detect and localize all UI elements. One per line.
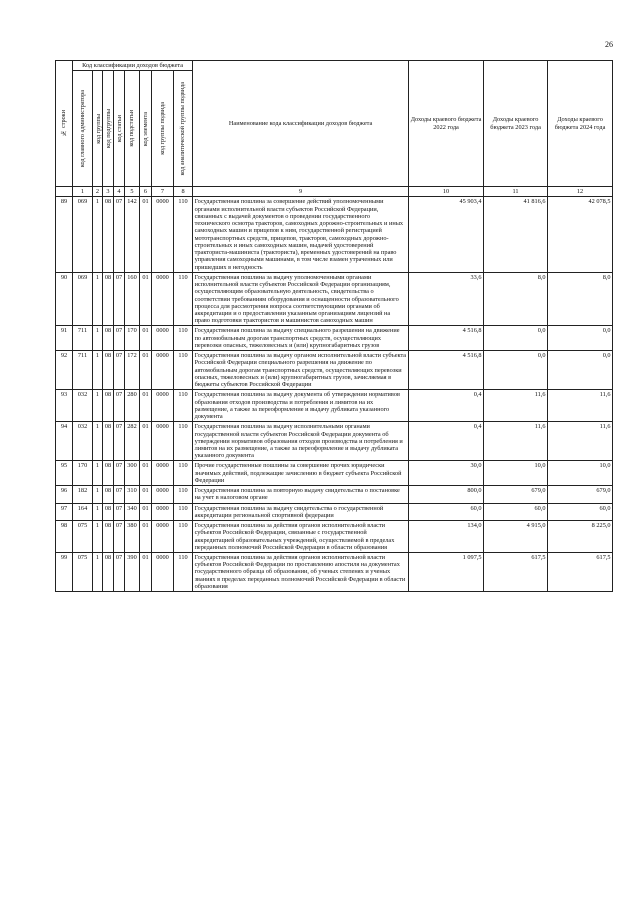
header-year-2023: Доходы краевого бюджета 2023 года: [484, 61, 548, 187]
table-row: [56, 197, 613, 272]
classification-code: 07: [114, 326, 125, 351]
classification-code: 110: [174, 521, 193, 553]
revenue-value-2022: 33,6: [409, 272, 484, 326]
classification-code: 110: [174, 503, 193, 520]
classification-code: 110: [174, 272, 193, 326]
revenue-value-2023: 60,0: [484, 503, 548, 520]
classification-code: 170: [125, 326, 140, 351]
classification-code: 07: [114, 553, 125, 592]
revenue-value-2023: 617,5: [484, 553, 548, 592]
revenue-value-2022: 134,0: [409, 521, 484, 553]
column-number: 11: [484, 187, 548, 197]
revenue-value-2023: 8,0: [484, 272, 548, 326]
classification-code: 01: [140, 272, 152, 326]
revenue-value-2024: 11,6: [548, 390, 613, 422]
classification-code: 07: [114, 351, 125, 390]
revenue-value-2023: 0,0: [484, 351, 548, 390]
revenue-value-2022: 4 516,8: [409, 326, 484, 351]
classification-code: 08: [103, 351, 114, 390]
classification-code: 01: [140, 486, 152, 503]
revenue-value-2024: 617,5: [548, 553, 613, 592]
revenue-name: Государственная пошлина за выдачу исполнительными органами государственной власти субъектов Российской Федерации документа об утверждении нормативов образования отходов производства и потребления и лимитов на их размещение, а также за переоформление и выдачу дубликата указанного документа: [193, 422, 409, 461]
column-number: 12: [548, 187, 613, 197]
revenue-value-2022: 60,0: [409, 503, 484, 520]
revenue-value-2023: 0,0: [484, 326, 548, 351]
revenue-value-2023: 4 915,0: [484, 521, 548, 553]
classification-code: 172: [125, 351, 140, 390]
classification-code: 110: [174, 351, 193, 390]
revenue-value-2022: 800,0: [409, 486, 484, 503]
classification-code: 032: [73, 390, 93, 422]
column-number: 10: [409, 187, 484, 197]
revenue-value-2022: 45 903,4: [409, 197, 484, 272]
classification-code: 1: [93, 326, 103, 351]
classification-code: 0000: [152, 272, 174, 326]
classification-code: 07: [114, 461, 125, 486]
classification-code: 170: [73, 461, 93, 486]
revenue-value-2022: 0,4: [409, 390, 484, 422]
column-number-row: [56, 187, 613, 197]
classification-code: 0000: [152, 197, 174, 272]
header-classification-col: код аналитической группы подвида: [174, 71, 193, 187]
classification-code: 110: [174, 197, 193, 272]
column-number: 8: [174, 187, 193, 197]
classification-code: 01: [140, 390, 152, 422]
classification-code: 08: [103, 422, 114, 461]
row-number: 98: [56, 521, 73, 553]
row-number: 94: [56, 422, 73, 461]
budget-revenue-table: [55, 60, 613, 592]
header-classification-col: код подгруппы: [103, 71, 114, 187]
classification-code: 01: [140, 461, 152, 486]
revenue-name: Государственная пошлина за выдачу уполномоченными органами исполнительной власти субъектов Российской Федерации организациям, осуществляющим образовательную деятельность, свидетельства о соответствии требованиям оборудования и оснащенности образовательного процесса для рассмотрения вопроса соответствующими органами об аккредитации и о предоставлении указанным организациям лицензий на право подготовки трактористов и машинистов самоходных машин: [193, 272, 409, 326]
classification-code: 0000: [152, 503, 174, 520]
revenue-value-2024: 8 225,0: [548, 521, 613, 553]
classification-code: 08: [103, 272, 114, 326]
classification-code: 01: [140, 521, 152, 553]
classification-code: 01: [140, 553, 152, 592]
classification-code: 08: [103, 521, 114, 553]
revenue-name: Государственная пошлина за выдачу документа об утверждении нормативов образования отходов производства и потребления и лимитов на их размещение, а также за переоформление и выдачу дубликата указанного документа: [193, 390, 409, 422]
revenue-value-2024: 42 078,5: [548, 197, 613, 272]
column-number: 1: [73, 187, 93, 197]
classification-code: 075: [73, 553, 93, 592]
classification-code: 300: [125, 461, 140, 486]
classification-code: 01: [140, 197, 152, 272]
revenue-value-2024: 11,6: [548, 422, 613, 461]
classification-code: 1: [93, 422, 103, 461]
classification-code: 110: [174, 553, 193, 592]
revenue-value-2024: 8,0: [548, 272, 613, 326]
table-body: [56, 197, 613, 592]
table-row: [56, 553, 613, 592]
classification-code: 032: [73, 422, 93, 461]
table-row: [56, 521, 613, 553]
classification-code: 340: [125, 503, 140, 520]
classification-code: 280: [125, 390, 140, 422]
classification-code: 01: [140, 422, 152, 461]
classification-code: 182: [73, 486, 93, 503]
classification-code: 08: [103, 197, 114, 272]
revenue-value-2023: 11,6: [484, 390, 548, 422]
classification-code: 0000: [152, 351, 174, 390]
revenue-name: Государственная пошлина за совершение действий уполномоченными органами исполнительной власти субъектов Российской Федерации, связанных с выдачей документов о проведении государственного технического осмотра тракторов, самоходных дорожно-строительных и иных самоходных машин и прицепов к ним, государственной регистрацией мототранспортных средств, прицепов, тракторов, самоходных дорожно-строительных и иных самоходных машин, выдачей удостоверений тракториста-машиниста (тракториста), временных удостоверений на право управления самоходными машинами, в том числе взамен утраченных или пришедших в негодность: [193, 197, 409, 272]
classification-code: 1: [93, 461, 103, 486]
classification-code: 08: [103, 553, 114, 592]
classification-code: 075: [73, 521, 93, 553]
classification-code: 142: [125, 197, 140, 272]
classification-code: 1: [93, 553, 103, 592]
row-number: 91: [56, 326, 73, 351]
revenue-value-2022: 30,0: [409, 461, 484, 486]
classification-code: 711: [73, 351, 93, 390]
classification-code: 110: [174, 486, 193, 503]
revenue-value-2024: 0,0: [548, 351, 613, 390]
classification-code: 0000: [152, 461, 174, 486]
column-number: 4: [114, 187, 125, 197]
revenue-value-2023: 11,6: [484, 422, 548, 461]
header-classification-col: код главного администратора: [73, 71, 93, 187]
header-classification-col: код элемента: [140, 71, 152, 187]
classification-code: 164: [73, 503, 93, 520]
row-number: 99: [56, 553, 73, 592]
revenue-value-2023: 679,0: [484, 486, 548, 503]
header-classification-col: код статьи: [114, 71, 125, 187]
row-number: 89: [56, 197, 73, 272]
row-number: 97: [56, 503, 73, 520]
column-number: 7: [152, 187, 174, 197]
classification-code: 160: [125, 272, 140, 326]
revenue-value-2023: 10,0: [484, 461, 548, 486]
revenue-value-2024: 679,0: [548, 486, 613, 503]
header-year-2024: Доходы краевого бюджета 2024 года: [548, 61, 613, 187]
revenue-value-2024: 10,0: [548, 461, 613, 486]
classification-code: 1: [93, 503, 103, 520]
row-number: 90: [56, 272, 73, 326]
table-header: [56, 61, 613, 197]
row-number: 93: [56, 390, 73, 422]
header-classification-group: Код классификации доходов бюджета: [73, 61, 193, 71]
classification-code: 07: [114, 422, 125, 461]
classification-code: 390: [125, 553, 140, 592]
revenue-name: Прочие государственные пошлины за совершение прочих юридически значимых действий, подлежащие зачислению в бюджет субъекта Российской Федерации: [193, 461, 409, 486]
classification-code: 08: [103, 486, 114, 503]
classification-code: 0000: [152, 521, 174, 553]
table-row: [56, 461, 613, 486]
classification-code: 01: [140, 326, 152, 351]
revenue-value-2022: 0,4: [409, 422, 484, 461]
column-number: 5: [125, 187, 140, 197]
classification-code: 01: [140, 503, 152, 520]
classification-code: 380: [125, 521, 140, 553]
revenue-name: Государственная пошлина за действия органов исполнительной власти субъектов Российской Федерации, связанные с государственной аккредитацией образовательных учреждений, осуществляемой в пределах переданных полномочий Российской Федерации в области образования: [193, 521, 409, 553]
column-number: 2: [93, 187, 103, 197]
classification-code: 110: [174, 422, 193, 461]
column-number: 6: [140, 187, 152, 197]
classification-code: 07: [114, 272, 125, 326]
table-row: [56, 390, 613, 422]
revenue-value-2022: 1 097,5: [409, 553, 484, 592]
header-classification-col: код группы подвида: [152, 71, 174, 187]
table-row: [56, 503, 613, 520]
revenue-name: Государственная пошлина за действия органов исполнительной власти субъектов Российской Федерации по проставлению апостиля на документах государственного образца об образовании, об ученых степенях и ученых званиях в пределах переданных полномочий Российской Федерации в области образования: [193, 553, 409, 592]
header-year-2022: Доходы краевого бюджета 2022 года: [409, 61, 484, 187]
classification-code: 282: [125, 422, 140, 461]
classification-code: 08: [103, 390, 114, 422]
revenue-value-2023: 41 816,6: [484, 197, 548, 272]
classification-code: 01: [140, 351, 152, 390]
classification-code: 1: [93, 486, 103, 503]
column-number: 9: [193, 187, 409, 197]
header-classification-col: код подстатьи: [125, 71, 140, 187]
classification-code: 1: [93, 351, 103, 390]
table-row: [56, 272, 613, 326]
page-number: 26: [605, 40, 613, 49]
classification-code: 08: [103, 326, 114, 351]
classification-code: 0000: [152, 422, 174, 461]
classification-code: 0000: [152, 553, 174, 592]
classification-code: 0000: [152, 486, 174, 503]
revenue-name: Государственная пошлина за выдачу специального разрешения на движение по автомобильным дорогам транспортных средств, осуществляющих перевозки опасных, тяжеловесных и (или) крупногабаритных грузов: [193, 326, 409, 351]
classification-code: 07: [114, 197, 125, 272]
classification-code: 0000: [152, 390, 174, 422]
classification-code: 1: [93, 521, 103, 553]
classification-code: 110: [174, 461, 193, 486]
column-number: [56, 187, 73, 197]
classification-code: 07: [114, 521, 125, 553]
classification-code: 07: [114, 503, 125, 520]
classification-code: 1: [93, 272, 103, 326]
classification-code: 069: [73, 272, 93, 326]
revenue-value-2024: 0,0: [548, 326, 613, 351]
revenue-name: Государственная пошлина за выдачу свидетельства о государственной аккредитации региональной спортивной федерации: [193, 503, 409, 520]
row-number: 95: [56, 461, 73, 486]
classification-code: 08: [103, 503, 114, 520]
row-number: 96: [56, 486, 73, 503]
classification-code: 110: [174, 326, 193, 351]
column-number: 3: [103, 187, 114, 197]
header-name: Наименование кода классификации доходов бюджета: [193, 61, 409, 187]
header-row-no: № строки: [56, 61, 73, 187]
table-row: [56, 351, 613, 390]
classification-code: 711: [73, 326, 93, 351]
revenue-name: Государственная пошлина за выдачу органом исполнительной власти субъекта Российской Федерации специального разрешения на движение по автомобильным дорогам транспортных средств, осуществляющих перевозки опасных, тяжеловесных и (или) крупногабаритных грузов, зачисляемая в бюджеты субъектов Российской Федерации: [193, 351, 409, 390]
classification-code: 08: [103, 461, 114, 486]
classification-code: 1: [93, 197, 103, 272]
classification-code: 069: [73, 197, 93, 272]
classification-code: 310: [125, 486, 140, 503]
classification-code: 07: [114, 390, 125, 422]
revenue-name: Государственная пошлина за повторную выдачу свидетельства о постановке на учет в налоговом органе: [193, 486, 409, 503]
classification-code: 1: [93, 390, 103, 422]
classification-code: 110: [174, 390, 193, 422]
classification-code: 0000: [152, 326, 174, 351]
header-classification-col: код группы: [93, 71, 103, 187]
row-number: 92: [56, 351, 73, 390]
revenue-value-2022: 4 516,8: [409, 351, 484, 390]
table-row: [56, 422, 613, 461]
classification-code: 07: [114, 486, 125, 503]
table-row: [56, 486, 613, 503]
revenue-value-2024: 60,0: [548, 503, 613, 520]
table-row: [56, 326, 613, 351]
